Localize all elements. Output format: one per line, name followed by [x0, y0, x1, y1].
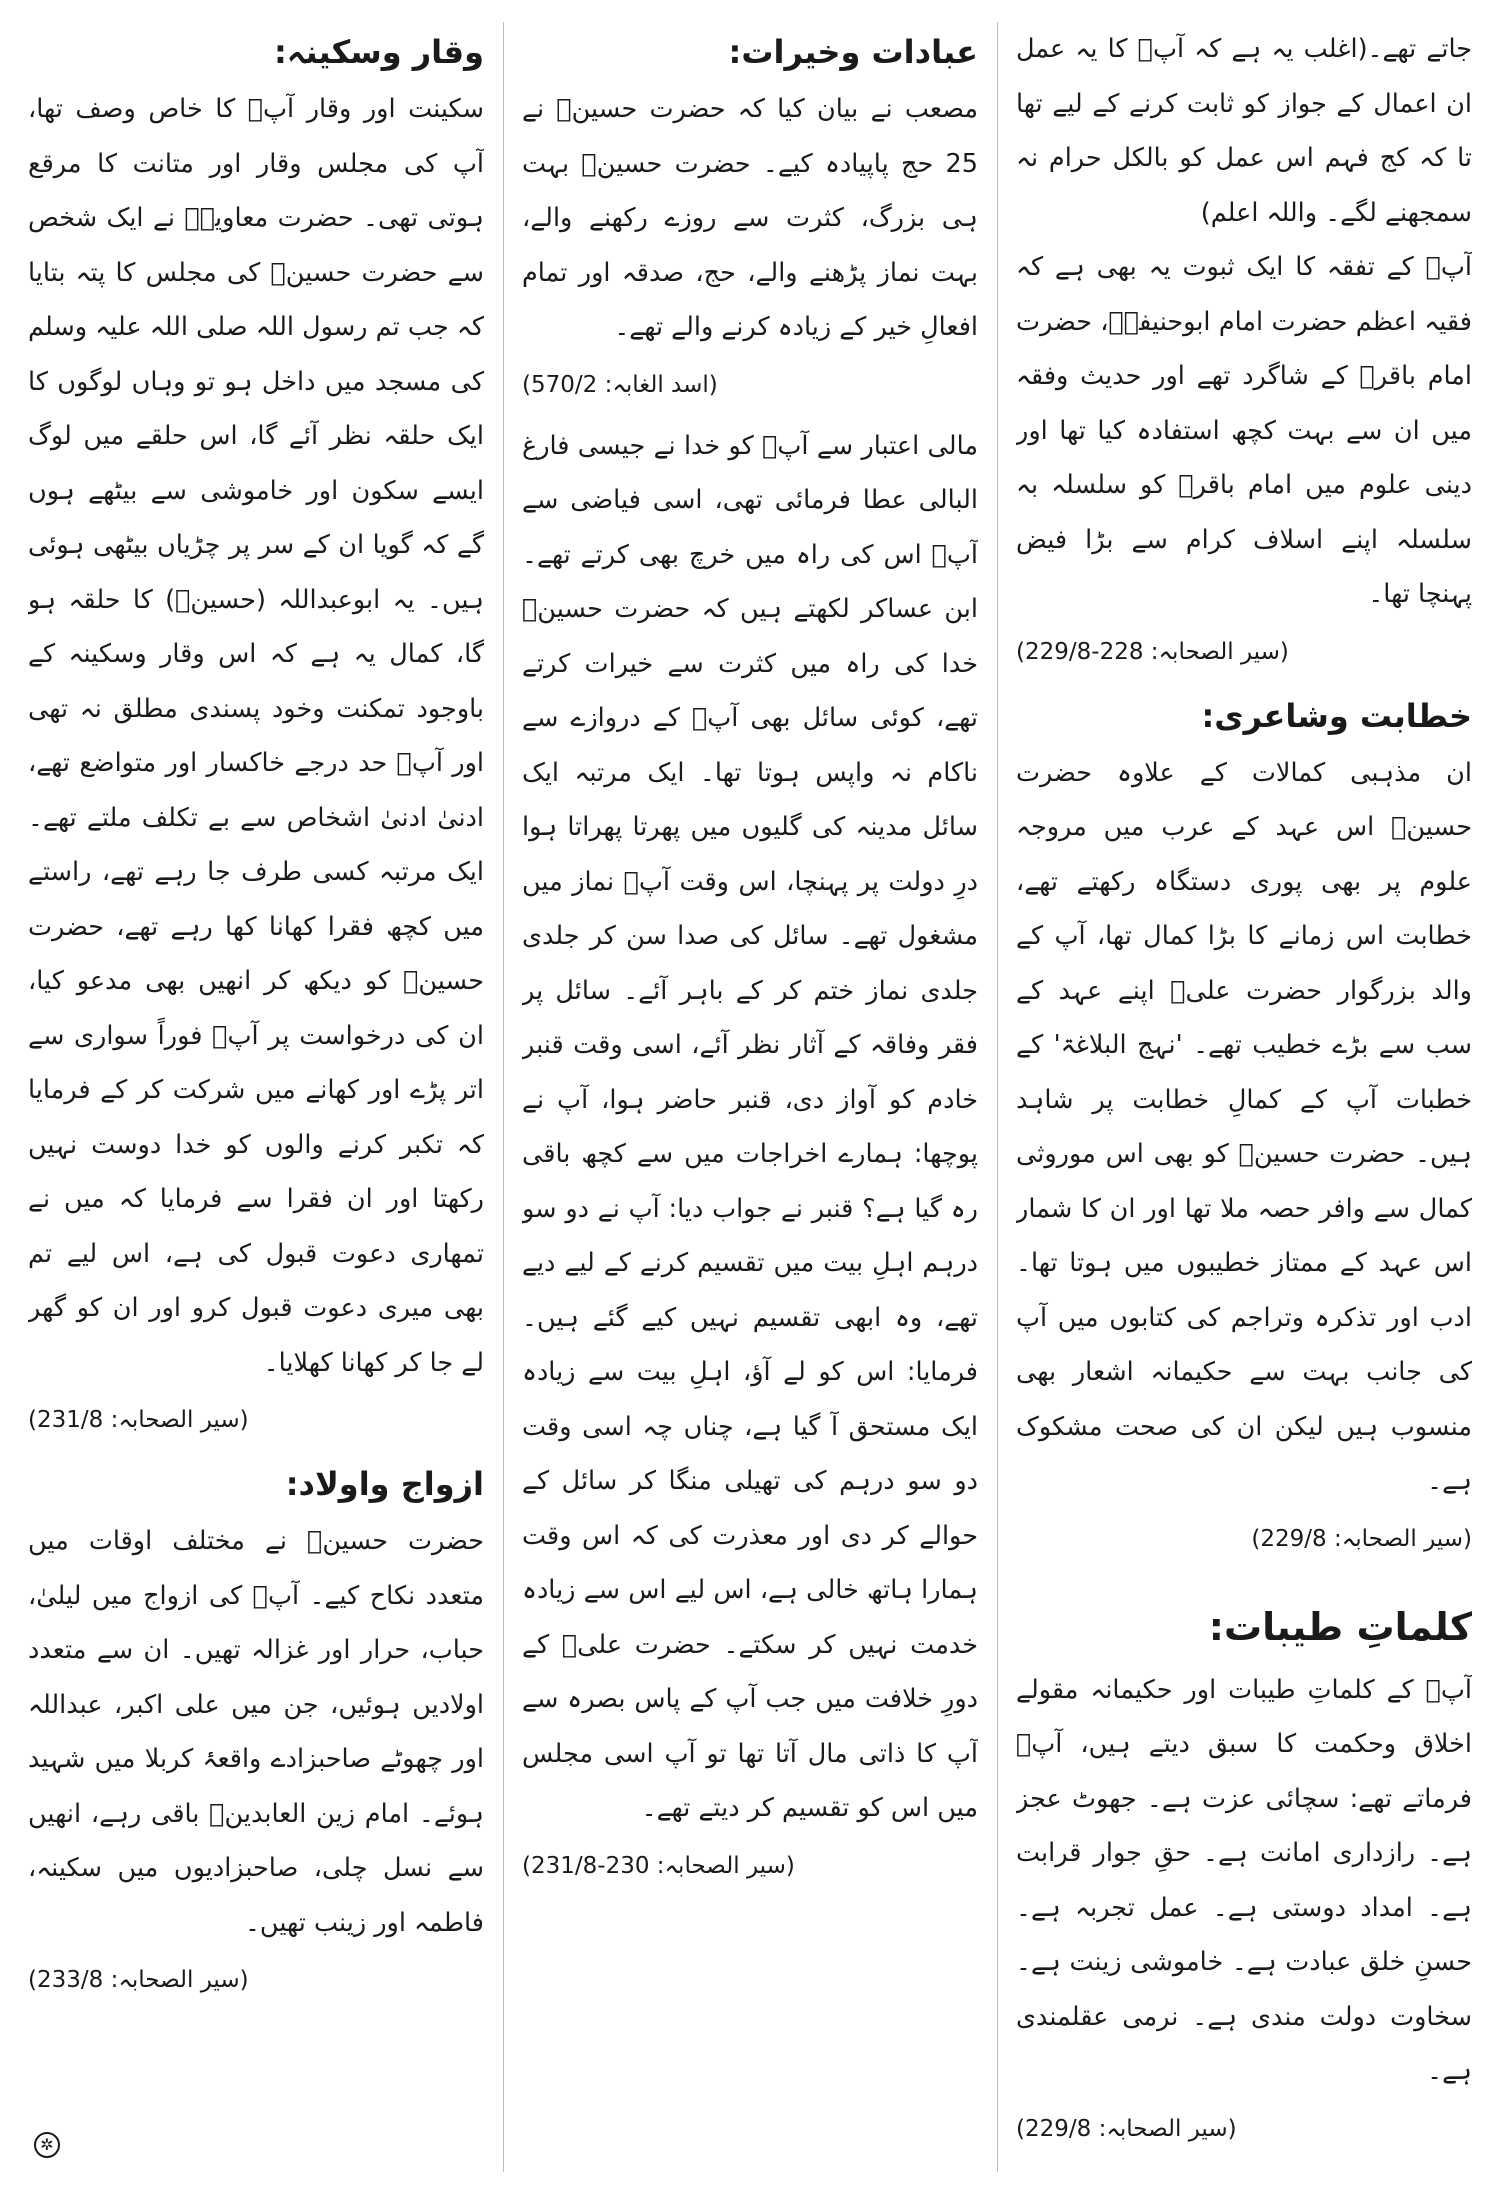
- body-paragraph: سکینت اور وقار آپؓ کا خاص وصف تھا، آپ کی مجلس وقار اور متانت کا مرقع ہوتی تھی۔ حضرت معاویہؓ نے ایک شخص سے حضرت حسینؓ کی مجلس کا پتہ بتایا کہ جب تم رسول اللہ صلی اللہ علیہ وسلم کی مسجد میں داخل ہو تو وہاں لوگوں کا ایک حلقہ نظر آئے گا، اس حلقے میں لوگ ایسے سکون اور خاموشی سے بیٹھے ہوں گے کہ گویا ان کے سر پر چڑیاں بیٹھی ہوئی ہیں۔ یہ ابوعبداللہ (حسینؓ) کا حلقہ ہو گا، کمال یہ ہے کہ اس وقار وسکینہ کے باوجود تمکنت وخود پسندی مطلق نہ تھی اور آپؓ حد درجے خاکسار اور متواضع تھے، ادنیٰ ادنیٰ اشخاص سے بے تکلف ملتے تھے۔ ایک مرتبہ کسی طرف جا رہے تھے، راستے میں کچھ فقرا کھانا کھا رہے تھے، حضرت حسینؓ کو دیکھ کر انھیں بھی مدعو کیا، ان کی درخواست پر آپؓ فوراً سواری سے اتر پڑے اور کھانے میں شرکت کر کے فرمایا کہ تکبر کرنے والوں کو خدا دوست نہیں رکھتا اور ان فقرا سے فرمایا کہ میں نے تمھاری دعوت قبول کی ہے، اس لیے تم بھی میری دعوت قبول کرو اور ان کو گھر لے جا کر کھانا کھلایا۔: [28, 94, 484, 1378]
- column-middle: [522, 22, 978, 2172]
- body-paragraph: مصعب نے بیان کیا کہ حضرت حسینؓ نے 25 حج پاپیادہ کیے۔ حضرت حسینؓ بہت ہی بزرگ، کثرت سے روزے رکھنے والے، بہت نماز پڑھنے والے، حج، صدقہ اور تمام افعالِ خیر کے زیادہ کرنے والے تھے۔: [522, 94, 978, 342]
- section-heading: عبادات وخیرات:: [728, 33, 978, 71]
- reference-citation: (سیر الصحابہ: 231/8): [28, 1407, 249, 1433]
- section-heading: وقار وسکینہ:: [273, 33, 484, 71]
- page: [28, 22, 1472, 2172]
- section-heading: خطابت وشاعری:: [1201, 696, 1472, 735]
- reference-citation: (سیر الصحابہ: 229/8): [1251, 1525, 1472, 1552]
- reference-citation: (سیر الصحابہ: 233/8): [28, 1967, 249, 1993]
- body-paragraph: حضرت حسینؓ نے مختلف اوقات میں متعدد نکاح کیے۔ آپؓ کی ازواج میں لیلیٰ، حباب، حرار اور غزالہ تھیں۔ ان سے متعدد اولادیں ہوئیں، جن میں علی اکبر، عبداللہ اور چھوٹے صاحبزادے واقعۂ کربلا میں شہید ہوئے۔ امام زین العابدینؒ باقی رہے، انھیں سے نسل چلی، صاحبزادیوں میں سکینہ، فاطمہ اور زینب تھیں۔: [28, 1526, 484, 1938]
- reference-citation: (سیر الصحابہ: 230-231/8): [522, 1852, 795, 1879]
- reference-citation: (اسد الغابہ: 570/2): [522, 371, 718, 398]
- body-paragraph: ان مذہبی کمالات کے علاوہ حضرت حسینؓ اس عہد کے عرب میں مروجہ علوم پر بھی پوری دستگاہ رکھتے تھے، خطابت اس زمانے کا بڑا کمال تھا، آپ کے والد بزرگوار حضرت علیؓ اپنے عہد کے سب سے بڑے خطیب تھے۔ 'نہج البلاغۃ' کے خطبات آپ کے کمالِ خطابت پر شاہد ہیں۔ حضرت حسینؓ کو بھی اس موروثی کمال سے وافر حصہ ملا تھا اور ان کا شمار اس عہد کے ممتاز خطیبوں میں ہوتا تھا۔ ادب اور تذکرہ وتراجم کی کتابوں میں آپ کی جانب بہت سے حکیمانہ اشعار بھی منسوب ہیں لیکن ان کی صحت مشکوک ہے۔: [1016, 757, 1472, 1496]
- column-divider: [503, 22, 504, 2172]
- section-heading: ازواج واولاد:: [285, 1465, 484, 1503]
- column-left: [28, 22, 484, 2172]
- body-paragraph: جاتے تھے۔(اغلب یہ ہے کہ آپؓ کا یہ عمل ان اعمال کے جواز کو ثابت کرنے کے لیے تھا تا کہ کج فہم اس عمل کو بالکل حرام نہ سمجھنے لگے۔ واللہ اعلم): [1016, 34, 1472, 228]
- end-mark-icon: ✲: [34, 2132, 60, 2158]
- reference-citation: (سیر الصحابہ: 229/8): [1016, 2115, 1237, 2142]
- body-paragraph: مالی اعتبار سے آپؓ کو خدا نے جیسی فارغ البالی عطا فرمائی تھی، اسی فیاضی سے آپؓ اس کی راہ میں خرچ بھی کرتے تھے۔ ابن عساکر لکھتے ہیں کہ حضرت حسینؓ خدا کی راہ میں کثرت سے خیرات کرتے تھے، کوئی سائل بھی آپؓ کے دروازے سے ناکام نہ واپس ہوتا تھا۔ ایک مرتبہ ایک سائل مدینہ کی گلیوں میں پھرتا پھراتا ہوا درِ دولت پر پہنچا، اس وقت آپؓ نماز میں مشغول تھے۔ سائل کی صدا سن کر جلدی جلدی نماز ختم کر کے باہر آئے۔ سائل پر فقر وفاقہ کے آثار نظر آئے، اسی وقت قنبر خادم کو آواز دی، قنبر حاضر ہوا، آپ نے پوچھا: ہمارے اخراجات میں سے کچھ باقی رہ گیا ہے؟ قنبر نے جواب دیا: آپ نے دو سو درہم اہلِ بیت میں تقسیم کرنے کے لیے دیے تھے، وہ ابھی تقسیم نہیں کیے گئے ہیں۔ فرمایا: اس کو لے آؤ، اہلِ بیت سے زیادہ ایک مستحق آ گیا ہے، چناں چہ اسی وقت دو سو درہم کی تھیلی منگا کر سائل کے حوالے کر دی اور معذرت کی کہ اس وقت ہمارا ہاتھ خالی ہے، اس لیے اس سے زیادہ خدمت نہیں کر سکتے۔ حضرت علیؓ کے دورِ خلافت میں جب آپ کے پاس بصرہ سے آپ کا ذاتی مال آتا تھا تو آپ اسی مجلس میں اس کو تقسیم کر دیتے تھے۔: [522, 430, 978, 1823]
- column-right: [1016, 22, 1472, 2172]
- section-heading: کلماتِ طیبات:: [1208, 1604, 1472, 1649]
- column-divider: [997, 22, 998, 2172]
- body-paragraph: آپؓ کے تفقہ کا ایک ثبوت یہ بھی ہے کہ فقیہ اعظم حضرت امام ابوحنیفہؒ، حضرت امام باقرؒ کے شاگرد تھے اور حدیث وفقہ میں ان سے بہت کچھ استفادہ کیا تھا اور دینی علوم میں امام باقرؒ کو سلسلہ بہ سلسلہ اپنے اسلاف کرام سے بڑا فیض پہنچا تھا۔: [1016, 252, 1472, 609]
- body-paragraph: آپؓ کے کلماتِ طیبات اور حکیمانہ مقولے اخلاق وحکمت کا سبق دیتے ہیں، آپؓ فرماتے تھے: سچائی عزت ہے۔ جھوٹ عجز ہے۔ رازداری امانت ہے۔ حقِ جوار قرابت ہے۔ امداد دوستی ہے۔ عمل تجربہ ہے۔ حسنِ خلق عبادت ہے۔ خاموشی زینت ہے۔ سخاوت دولت مندی ہے۔ نرمی عقلمندی ہے۔: [1016, 1674, 1472, 2086]
- reference-citation: (سیر الصحابہ: 228-229/8): [1016, 638, 1289, 665]
